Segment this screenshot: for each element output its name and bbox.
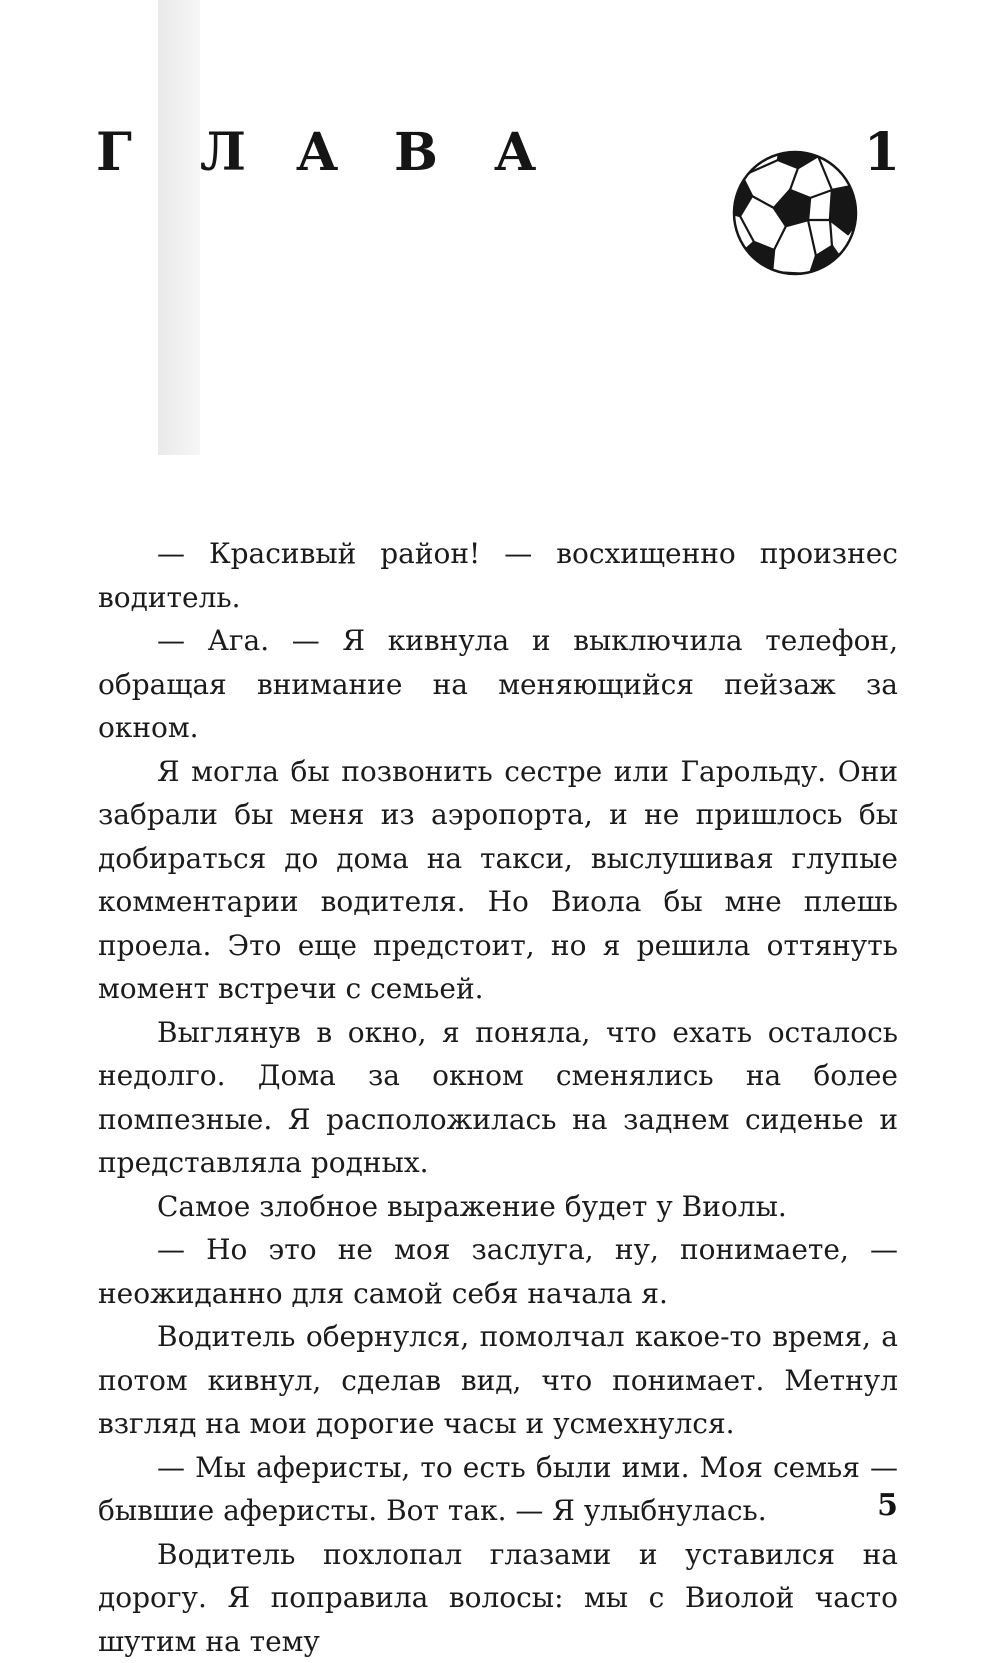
soccer-ball-icon <box>728 146 862 280</box>
paragraph: — Красивый район! — восхищенно произнес водитель. <box>98 532 898 619</box>
paragraph: Самое злобное выражение будет у Виолы. <box>98 1185 898 1229</box>
paragraph: — Мы аферисты, то есть были ими. Моя семья — бывшие аферисты. Вот так. — Я улыбнулась. <box>98 1446 898 1533</box>
paragraph: Водитель обернулся, помолчал какое-то время, а потом кивнул, сделав вид, что понимает. Метнул взгляд на мои дорогие часы и усмехнулся. <box>98 1315 898 1446</box>
page-number: 5 <box>877 1486 898 1526</box>
paragraph: Водитель похлопал глазами и уставился на дорогу. Я поправила волосы: мы с Виолой часто шутим на тему <box>98 1533 898 1663</box>
paragraph: — Ага. — Я кивнула и выключила телефон, обращая внимание на меняющийся пейзаж за окном. <box>98 619 898 750</box>
chapter-word-letter: А <box>296 118 338 188</box>
paragraph: — Но это не моя заслуга, ну, понимаете, — неожиданно для самой себя начала я. <box>98 1228 898 1315</box>
chapter-word-letter: Г <box>96 118 132 188</box>
paragraph: Выглянув в окно, я поняла, что ехать осталось недолго. Дома за окном сменялись на более помпезные. Я расположилась на заднем сиденье и представляла родных. <box>98 1011 898 1185</box>
chapter-body-text <box>98 532 898 1663</box>
decorative-grey-bar <box>158 0 200 455</box>
chapter-word-letter: Л <box>200 118 246 188</box>
paragraph: Я могла бы позвонить сестре или Гарольду. Они забрали бы меня из аэропорта, и не пришлось бы добираться до дома на такси, выслушивая глупые комментарии водителя. Но Виола бы мне плешь проела. Это еще предстоит, но я решила оттянуть момент встречи с семьей. <box>98 750 898 1011</box>
chapter-number: 1 <box>864 118 900 188</box>
chapter-word-letter: А <box>494 118 536 188</box>
chapter-word-letter: В <box>394 118 438 188</box>
